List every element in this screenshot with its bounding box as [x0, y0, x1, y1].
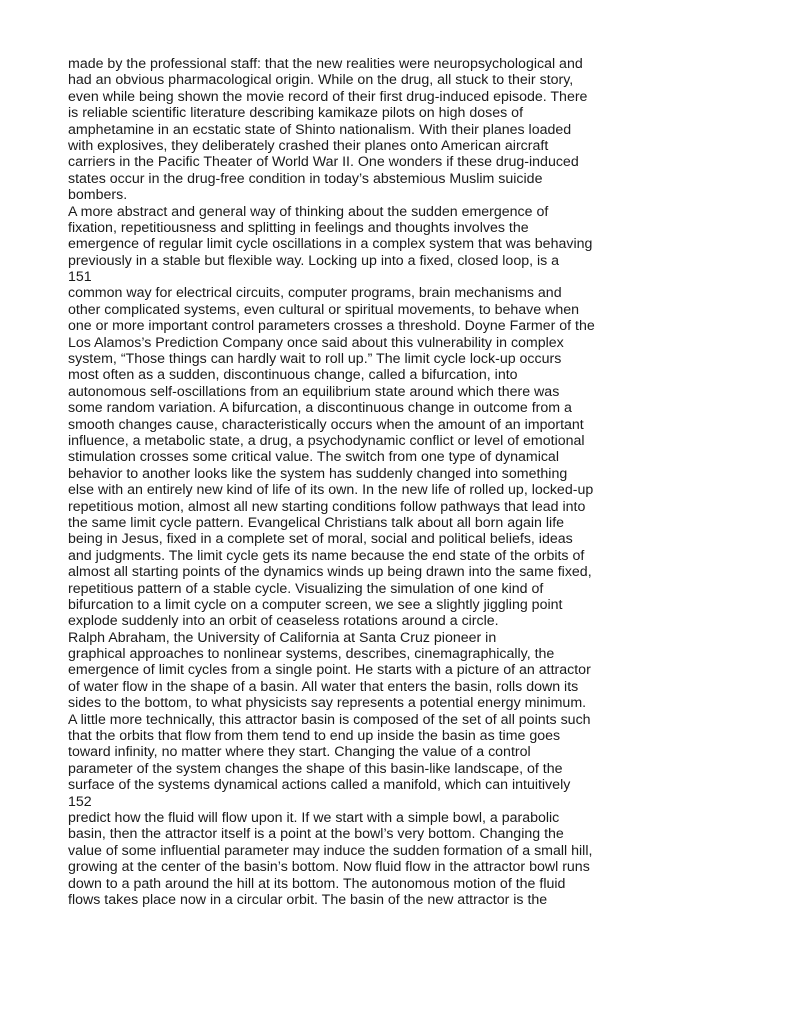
- text-line: system, “Those things can hardly wait to roll up.” The limit cycle lock-up occurs: [68, 351, 562, 368]
- text-line: even while being shown the movie record of their first drug-induced episode. There: [68, 88, 588, 105]
- text-line: A little more technically, this attractor basin is composed of the set of all points such: [68, 711, 591, 728]
- text-line: bombers.: [68, 187, 128, 204]
- text-line: is reliable scientific literature describing kamikaze pilots on high doses of: [68, 105, 524, 122]
- text-line: almost all starting points of the dynamics winds up being drawn into the same fixed,: [68, 564, 592, 581]
- page-number: 152: [68, 793, 92, 810]
- text-line: other complicated systems, even cultural or spiritual movements, to behave when: [68, 301, 579, 318]
- document-page: [68, 56, 768, 908]
- text-line: toward infinity, no matter where they start. Changing the value of a control: [68, 744, 531, 761]
- text-line: Ralph Abraham, the University of California at Santa Cruz pioneer in: [68, 629, 497, 646]
- text-line: repetitious motion, almost all new starting conditions follow pathways that lead into: [68, 498, 586, 515]
- text-line: down to a path around the hill at its bottom. The autonomous motion of the fluid: [68, 875, 566, 892]
- text-line: common way for electrical circuits, computer programs, brain mechanisms and: [68, 285, 562, 302]
- text-line: the same limit cycle pattern. Evangelical Christians talk about all born again life: [68, 514, 565, 531]
- text-line: stimulation crosses some critical value. The switch from one type of dynamical: [68, 449, 559, 466]
- text-line: influence, a metabolic state, a drug, a psychodynamic conflict or level of emotional: [68, 432, 585, 449]
- text-line: of water flow in the shape of a basin. All water that enters the basin, rolls down its: [68, 678, 579, 695]
- text-line: smooth changes cause, characteristically occurs when the amount of an important: [68, 416, 584, 433]
- text-line: graphical approaches to nonlinear systems, describes, cinemagraphically, the: [68, 646, 555, 663]
- text-line: growing at the center of the basin’s bottom. Now fluid flow in the attractor bowl runs: [68, 859, 590, 876]
- text-line: flows takes place now in a circular orbit. The basin of the new attractor is the: [68, 891, 548, 908]
- page-number: 151: [68, 269, 92, 286]
- text-line: sides to the bottom, to what physicists say represents a potential energy minimum.: [68, 695, 587, 712]
- text-line: bifurcation to a limit cycle on a computer screen, we see a slightly jiggling point: [68, 596, 563, 613]
- text-line: A more abstract and general way of thinking about the sudden emergence of: [68, 203, 549, 220]
- text-line: amphetamine in an ecstatic state of Shinto nationalism. With their planes loaded: [68, 121, 572, 138]
- text-line: emergence of limit cycles from a single point. He starts with a picture of an attractor: [68, 662, 591, 679]
- text-line: made by the professional staff: that the new realities were neuropsychological and: [68, 56, 583, 72]
- text-line: else with an entirely new kind of life of its own. In the new life of rolled up, locked-up: [68, 482, 594, 499]
- text-line: being in Jesus, fixed in a complete set of moral, social and political beliefs, ideas: [68, 531, 573, 548]
- text-line: Los Alamos’s Prediction Company once said about this vulnerability in complex: [68, 334, 564, 351]
- text-line: autonomous self-oscillations from an equilibrium state around which there was: [68, 383, 560, 400]
- text-line: states occur in the drug-free condition in today’s abstemious Muslim suicide: [68, 170, 543, 187]
- text-line: basin, then the attractor itself is a point at the bowl’s very bottom. Changing the: [68, 826, 564, 843]
- text-line: value of some influential parameter may induce the sudden formation of a small hill,: [68, 842, 593, 859]
- text-line: and judgments. The limit cycle gets its name because the end state of the orbits of: [68, 547, 585, 564]
- text-line: previously in a stable but flexible way. Locking up into a fixed, closed loop, is a: [68, 252, 560, 269]
- text-line: behavior to another looks like the system has suddenly changed into something: [68, 465, 568, 482]
- text-line: parameter of the system changes the shape of this basin-like landscape, of the: [68, 760, 563, 777]
- text-line: most often as a sudden, discontinuous change, called a bifurcation, into: [68, 367, 518, 384]
- text-line: surface of the systems dynamical actions called a manifold, which can intuitively: [68, 777, 571, 794]
- text-line: carriers in the Pacific Theater of World War II. One wonders if these drug-induced: [68, 154, 579, 171]
- text-line: some random variation. A bifurcation, a discontinuous change in outcome from a: [68, 400, 572, 417]
- text-line: one or more important control parameters crosses a threshold. Doyne Farmer of the: [68, 318, 595, 335]
- text-line: with explosives, they deliberately crashed their planes onto American aircraft: [68, 137, 549, 154]
- text-line: had an obvious pharmacological origin. While on the drug, all stuck to their story,: [68, 72, 574, 89]
- text-line: predict how the fluid will flow upon it. If we start with a simple bowl, a parabolic: [68, 809, 560, 826]
- text-line: fixation, repetitiousness and splitting in feelings and thoughts involves the: [68, 219, 529, 236]
- text-line: emergence of regular limit cycle oscillations in a complex system that was behaving: [68, 236, 593, 253]
- text-line: that the orbits that flow from them tend to end up inside the basin as time goes: [68, 728, 561, 745]
- text-line: explode suddenly into an orbit of ceaseless rotations around a circle.: [68, 613, 499, 630]
- text-line: repetitious pattern of a stable cycle. Visualizing the simulation of one kind of: [68, 580, 544, 597]
